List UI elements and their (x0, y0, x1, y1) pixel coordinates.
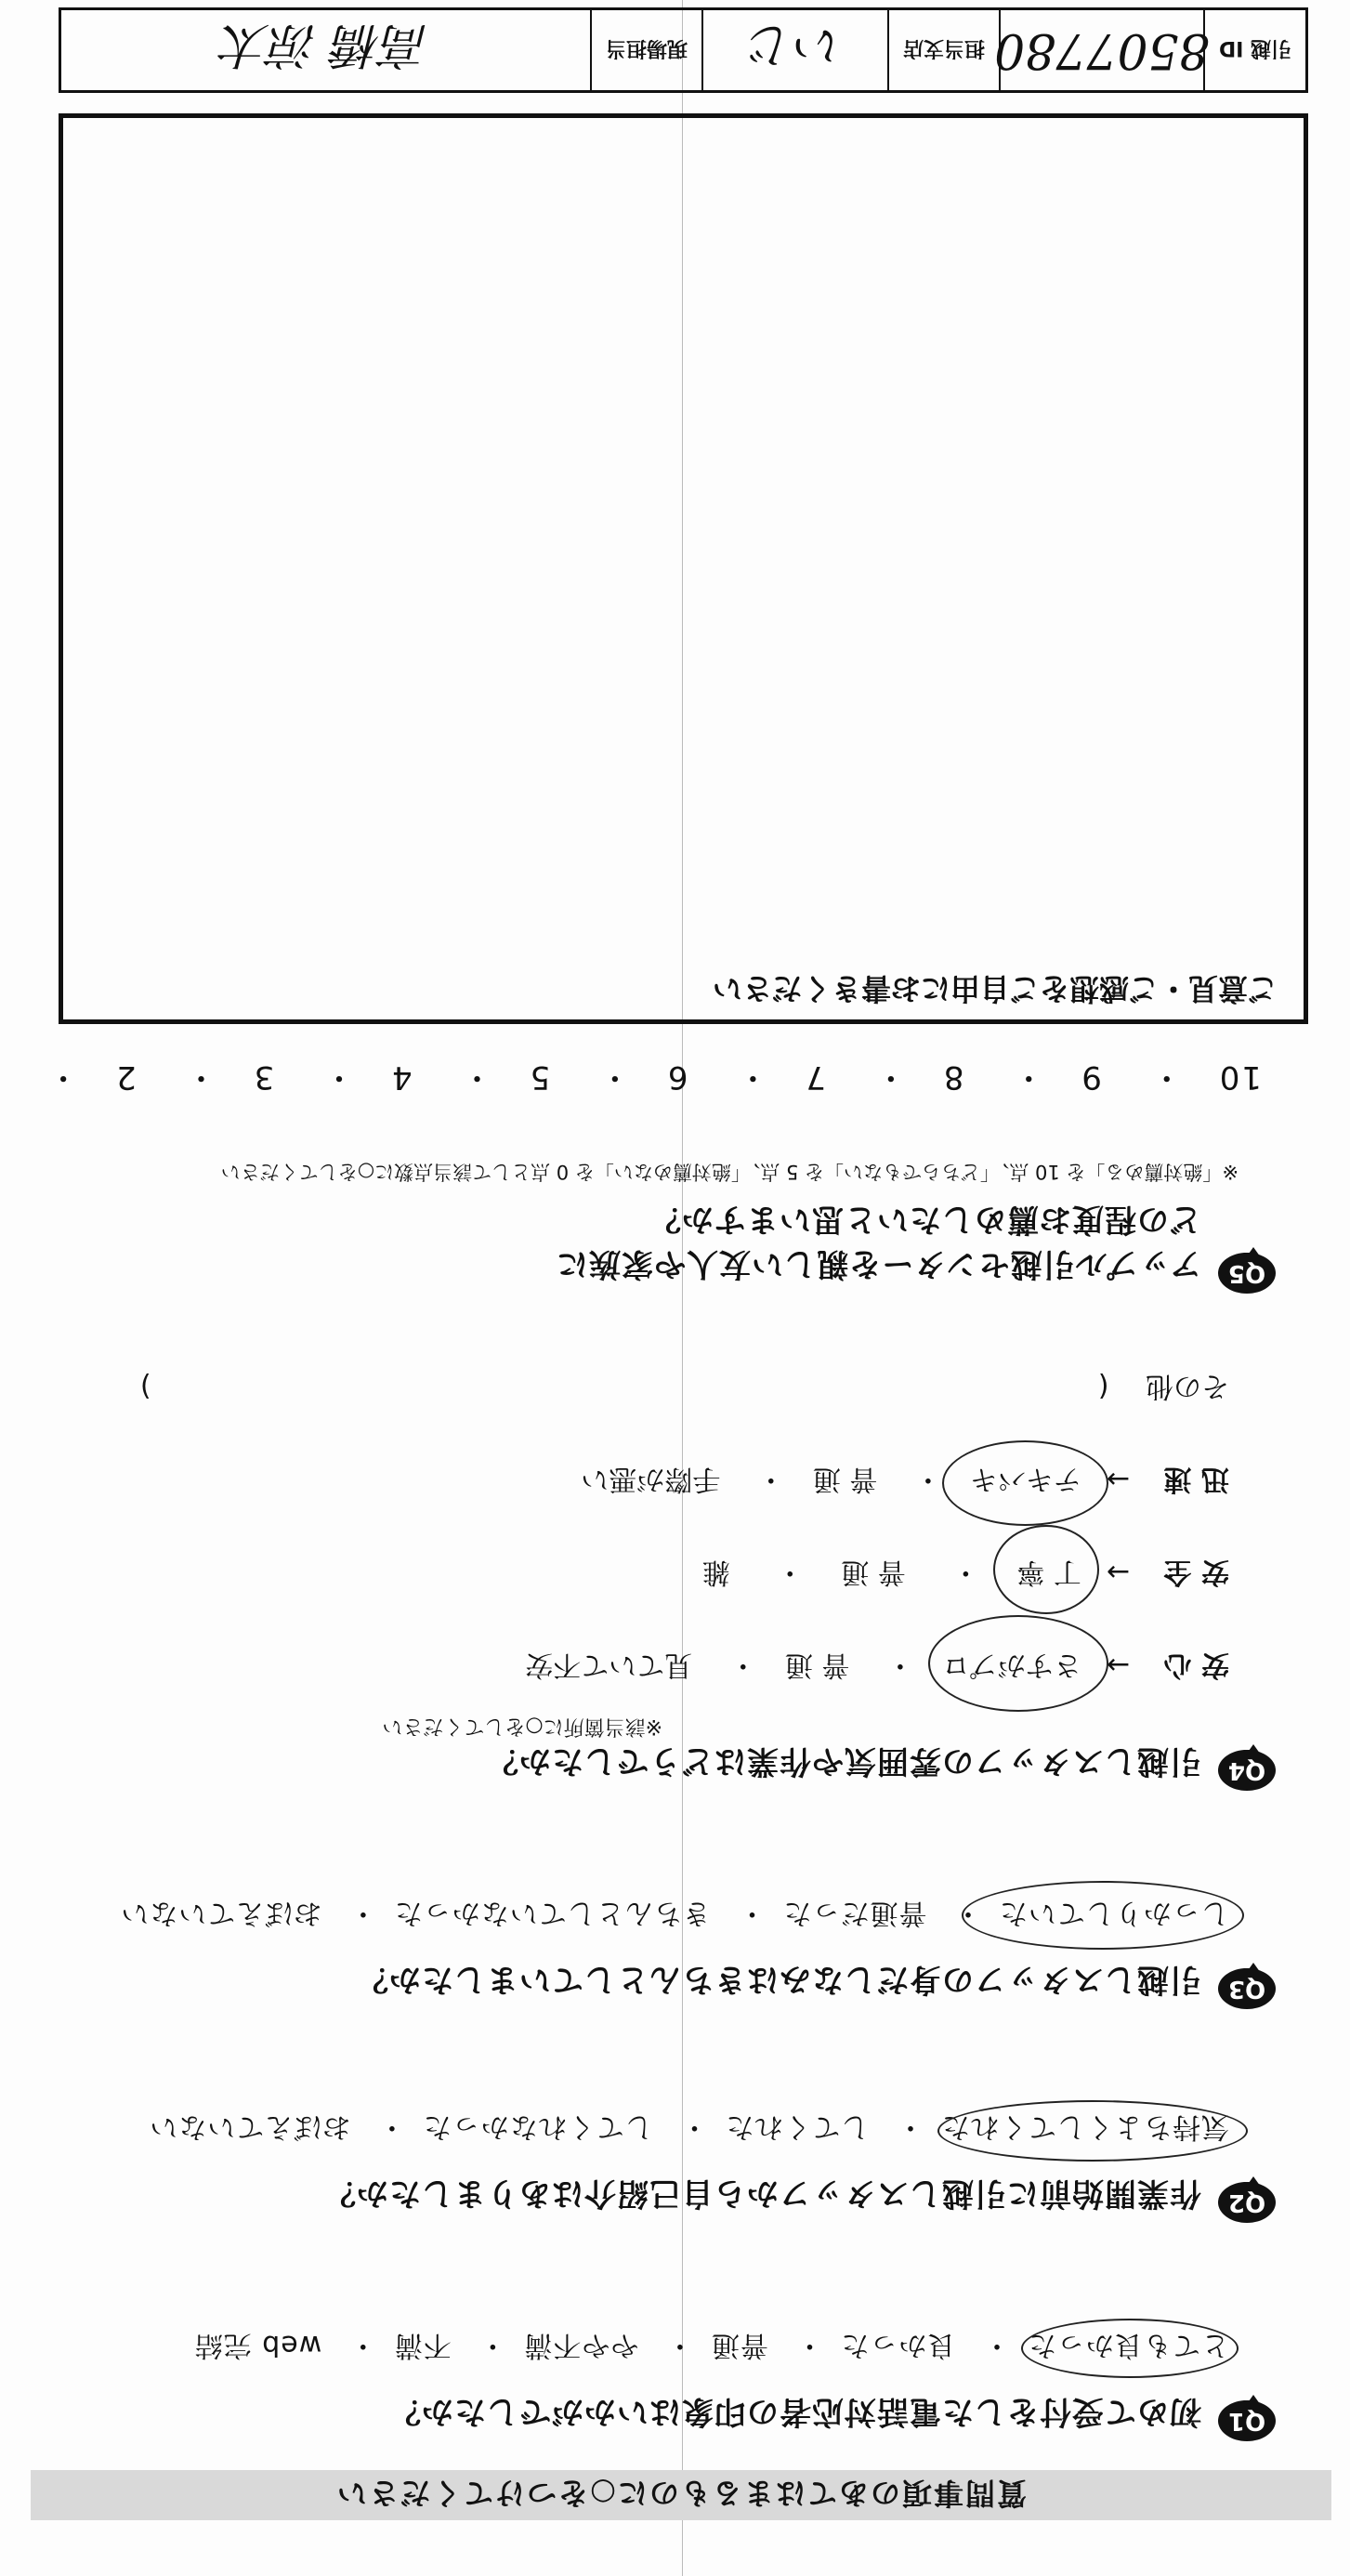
q2-badge-label: Q2 (1218, 2182, 1276, 2223)
q4-row-1-option-2[interactable]: 普 通 (784, 1649, 850, 1681)
branch-label: 担当支店 (887, 10, 999, 90)
q4-row-3-option-2[interactable]: 普 通 (812, 1463, 878, 1495)
q3-options: しっかりしていた・ 普通だった・ きちんとしていなかった・ おぼえていない (120, 1897, 1229, 1929)
q2-option-3[interactable]: してくれなかった (422, 2110, 653, 2143)
q4-badge-label: Q4 (1218, 1750, 1276, 1791)
q5-score-2[interactable]: 2 (114, 1058, 137, 1096)
q1-option-5[interactable]: 不満 (393, 2329, 452, 2361)
q4-other-close: ) (139, 1370, 151, 1402)
q5-score-7[interactable]: 7 (804, 1058, 827, 1096)
comments-box[interactable] (59, 113, 1308, 1024)
q4-row-anzen: 安 全 → 丁 寧・ 普 通・ 雑 (702, 1555, 1229, 1596)
q4-row-3-option-1[interactable]: テキパキ (969, 1463, 1081, 1495)
q4-row-1-label: 安 心 (1163, 1649, 1229, 1681)
q3-option-1[interactable]: しっかりしていた (999, 1897, 1229, 1929)
q1-option-6[interactable]: web 完結 (193, 2329, 322, 2361)
q3-handwritten-circle (962, 1881, 1244, 1950)
q4-row-2-option-3[interactable]: 雑 (701, 1556, 730, 1588)
q2-option-2[interactable]: してくれた (725, 2110, 870, 2143)
q4-row-1-option-1[interactable]: さすがプロ (941, 1649, 1081, 1681)
q4-row-2-option-1[interactable]: 丁 寧 (1016, 1556, 1081, 1588)
q2-option-4[interactable]: おぼえていない (149, 2110, 351, 2143)
q5-badge-label: Q5 (1218, 1253, 1276, 1294)
q4-row-2-option-2[interactable]: 普 通 (841, 1556, 906, 1588)
q1-option-2[interactable]: 良かった (840, 2329, 956, 2361)
instruction-header (31, 2470, 1331, 2520)
q5-score-5[interactable]: 5 (528, 1058, 551, 1096)
q5-question-line-2: どの程度お薦めしたいと思いますか？ (649, 1201, 1201, 1238)
q1-handwritten-circle (1021, 2319, 1239, 2378)
id-table (59, 7, 1308, 93)
q1-option-4[interactable]: やや不満 (523, 2329, 639, 2361)
q4-row-2-label: 安 全 (1163, 1556, 1229, 1588)
q5-question-line-1: アップル引越センターを親しい友人や家族に (556, 1245, 1201, 1282)
q5-score-9[interactable]: 9 (1080, 1058, 1102, 1096)
q3-question: 引越しスタッフの身だしなみはきちんとしていましたか？ (356, 1961, 1201, 1998)
q4-row-1-handwritten-circle (928, 1615, 1108, 1712)
q2-options: 気持ちよくしてくれた・ してくれた・ してくれなかった・ おぼえていない (149, 2110, 1229, 2143)
q2-option-1[interactable]: 気持ちよくしてくれた (941, 2110, 1229, 2143)
q2-badge (1218, 2175, 1276, 2223)
q3-badge (1218, 1961, 1276, 2009)
q1-options: とても良かった・ 良かった・ 普通・ やや不満・ 不満・ web 完結 (193, 2329, 1229, 2361)
comments-title: ご意見・ご感想をご自由にお書きください (712, 971, 1278, 1006)
q4-badge (1218, 1742, 1276, 1791)
q1-option-3[interactable]: 普通 (710, 2329, 768, 2361)
q4-other (140, 1369, 1229, 1410)
q4-question: 引越しスタッフの雰囲気や作業はどうでしたか？ (486, 1742, 1201, 1780)
q4-row-3-handwritten-circle (942, 1440, 1108, 1526)
q4-row-3-label: 迅 速 (1163, 1463, 1229, 1495)
q5-badge (1218, 1245, 1276, 1294)
q2-handwritten-circle (937, 2100, 1248, 2162)
q4-row-1-arrow: → (1106, 1649, 1131, 1681)
q4-row-anshin: 安 心 → さすがプロ・ 普 通・ 見ていて不安 (525, 1648, 1229, 1689)
q4-row-3-option-3[interactable]: 手際が悪い (581, 1463, 721, 1495)
q1-option-1[interactable]: とても良かった (1028, 2329, 1229, 2361)
q4-row-1-option-3[interactable]: 見ていて不安 (525, 1649, 693, 1681)
q5-score-6[interactable]: 6 (665, 1058, 688, 1096)
q5-note: ※「絶対薦める」を 10 点、「どちらでもない」を 5 点、「絶対薦めない」を 0 点として該当点数に○をしてください (220, 1161, 1239, 1183)
q2-question: 作業開始前に引越しスタッフから自己紹介はありましたか？ (323, 2175, 1201, 2212)
instruction-header-text: 質問事項のあてはまるものに○をつけてください (335, 2476, 1027, 2511)
staff-value: 高橋 涼太 (221, 17, 430, 73)
q1-question: 初めて受付をした電話対応者の印象はいかがでしたか？ (388, 2393, 1201, 2430)
q5-score-scale: 10・ 9・ 8・ 7・ 6・ 5・ 4・ 3・ 2・ (46, 1058, 1262, 1096)
q5-score-10[interactable]: 10 (1217, 1058, 1262, 1096)
q4-other-label: その他 (1146, 1370, 1229, 1402)
q5-score-4[interactable]: 4 (390, 1058, 413, 1096)
q1-badge-label: Q1 (1218, 2400, 1276, 2441)
q4-row-jinsoku: 迅 速 → テキパキ・ 普 通・ 手際が悪い (581, 1462, 1229, 1503)
id-label: 引越 ID (1203, 10, 1305, 90)
q3-option-4[interactable]: おぼえていない (120, 1897, 322, 1929)
q4-row-3-arrow: → (1106, 1463, 1131, 1495)
id-value: 8507780 (999, 10, 1203, 90)
q4-row-2-handwritten-circle (993, 1525, 1099, 1614)
q4-row-2-arrow: → (1106, 1556, 1131, 1588)
q5-score-3[interactable]: 3 (252, 1058, 275, 1096)
q5-score-8[interactable]: 8 (941, 1058, 964, 1096)
q3-option-3[interactable]: きちんとしていなかった (393, 1897, 711, 1929)
q3-option-2[interactable]: 普通だった (782, 1897, 927, 1929)
branch-value: いじ (701, 10, 887, 90)
q4-other-open: ( (1097, 1370, 1109, 1402)
q3-badge-label: Q3 (1218, 1968, 1276, 2009)
staff-label: 現場担当 (590, 10, 701, 90)
q4-note: ※該当箇所に○をしてください (382, 1715, 662, 1738)
q1-badge (1218, 2393, 1276, 2441)
